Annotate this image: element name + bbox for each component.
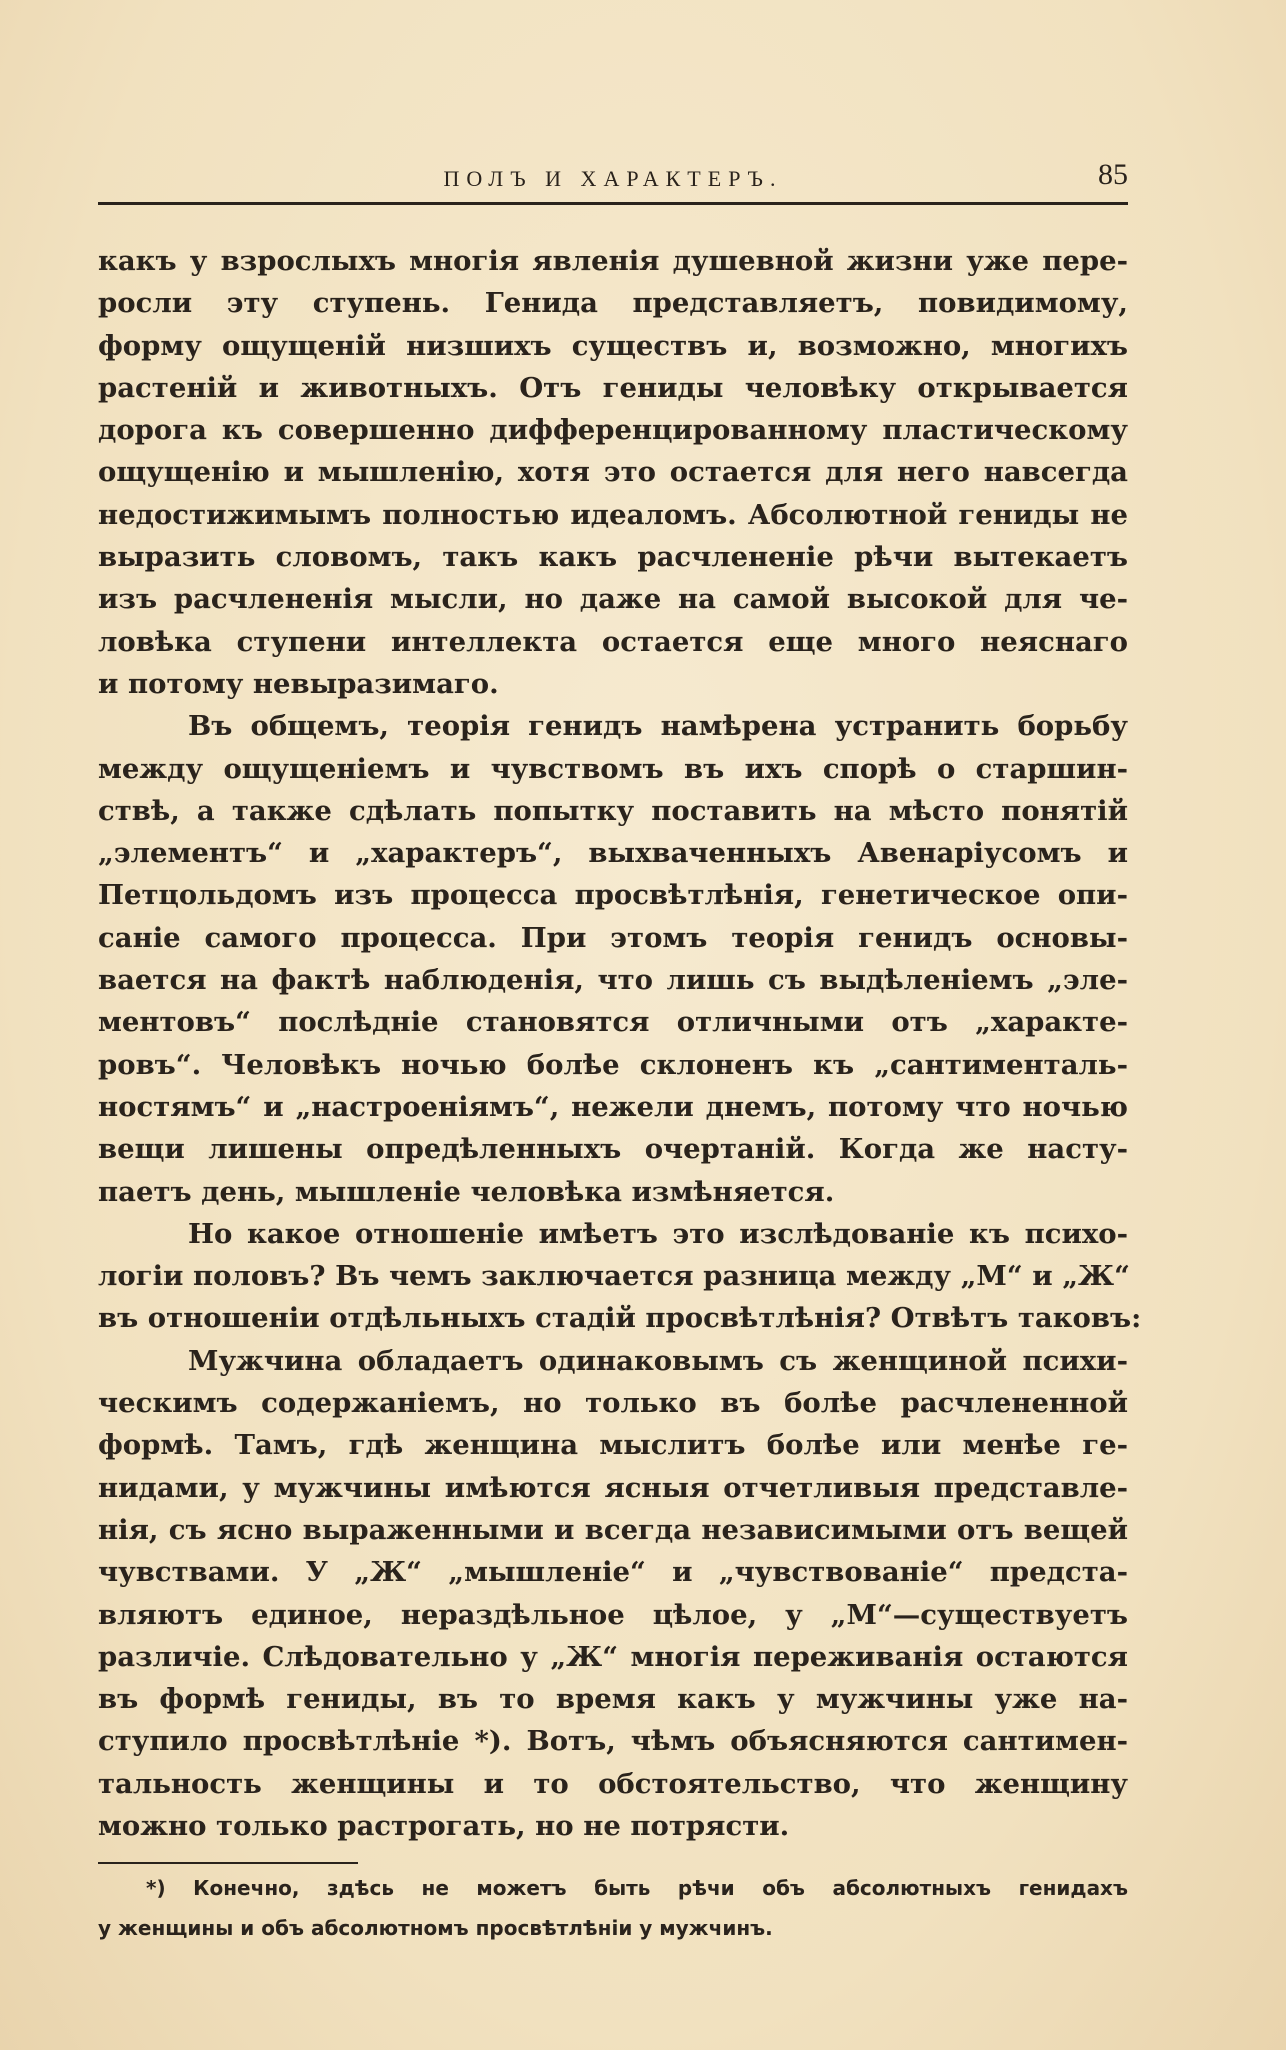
text-line: какъ у взрослыхъ многія явленія душевной жизни уже пере- <box>98 245 1128 277</box>
text-line: вается на фактѣ наблюденія, что лишь съ выдѣленіемъ „эле- <box>98 964 1128 997</box>
header-rule <box>98 202 1128 205</box>
text-line: ощущенію и мышленію, хотя это остается для него навсегда <box>98 456 1128 489</box>
text-line: Но какое отношеніе имѣетъ это изслѣдованіе къ психо- <box>188 1217 1128 1250</box>
footnote-line: *) Конечно, здѣсь не можетъ быть рѣчи объ абсолютныхъ генидахъ <box>146 1876 1128 1900</box>
text-line: въ формѣ гениды, въ то время какъ у мужчины уже на- <box>98 1683 1128 1716</box>
text-line: ческимъ содержаніемъ, но только въ болѣе расчлененной <box>98 1387 1128 1420</box>
text-line: ствѣ, а также сдѣлать попытку поставить на мѣсто понятій <box>98 794 1128 827</box>
text-line: тальность женщины и то обстоятельство, что женщину <box>98 1767 1128 1800</box>
text-line: между ощущеніемъ и чувствомъ въ ихъ спорѣ о старшин- <box>98 752 1128 785</box>
text-line: нія, съ ясно выраженными и всегда независимыми отъ вещей <box>98 1513 1128 1546</box>
text-line: формѣ. Тамъ, гдѣ женщина мыслитъ болѣе или менѣе ге- <box>98 1429 1128 1462</box>
text-line: ловѣка ступени интеллекта остается еще много неяснаго <box>98 625 1128 658</box>
footnote-rule <box>98 1862 358 1864</box>
text-line: можно только растрогать, но не потрясти. <box>98 1809 790 1842</box>
text-line: Мужчина обладаетъ одинаковымъ съ женщиной психи- <box>188 1344 1128 1377</box>
running-title: ПОЛЪ И ХАРАКТЕРЪ. <box>443 166 783 191</box>
text-line: растеній и животныхъ. Отъ гениды человѣку открывается <box>98 371 1128 404</box>
text-line: недостижимымъ полностью идеаломъ. Абсолютной гениды не <box>98 498 1128 531</box>
text-line: дорога къ совершенно дифференцированному пластическому <box>98 414 1128 447</box>
text-line: и потому невыразимаго. <box>98 667 499 700</box>
footnote-line: у женщины и объ абсолютномъ просвѣтлѣніи у мужчинъ. <box>98 1916 773 1940</box>
text-line: Петцольдомъ изъ процесса просвѣтлѣнія, генетическое опи- <box>98 879 1128 912</box>
text-line: паетъ день, мышленіе человѣка измѣняется. <box>98 1175 835 1208</box>
text-line: въ отношеніи отдѣльныхъ стадій просвѣтлѣнія? Отвѣтъ таковъ: <box>98 1302 1142 1335</box>
text-line: изъ расчлененія мысли, но даже на самой высокой для че- <box>98 583 1128 616</box>
text-line: вляютъ единое, нераздѣльное цѣлое, у „М“—существуетъ <box>98 1598 1128 1631</box>
page-number: 85 <box>1098 158 1128 191</box>
text-line: ментовъ“ послѣдніе становятся отличными отъ „характе- <box>98 1006 1128 1039</box>
text-line: логіи половъ? Въ чемъ заключается разница между „М“ и „Ж“ <box>98 1260 1130 1293</box>
text-line: нидами, у мужчины имѣются ясныя отчетливыя представле- <box>98 1471 1128 1504</box>
text-line: ступило просвѣтлѣніе *). Вотъ, чѣмъ объясняются сантимен- <box>98 1725 1128 1758</box>
text-line: чувствами. У „Ж“ „мышленіе“ и „чувствованіе“ предста- <box>98 1556 1128 1589</box>
text-line: ностямъ“ и „настроеніямъ“, нежели днемъ, потому что ночью <box>98 1090 1128 1123</box>
text-line: выразить словомъ, такъ какъ расчлененіе рѣчи вытекаетъ <box>98 541 1128 574</box>
text-line: различіе. Слѣдовательно у „Ж“ многія переживанія остаются <box>98 1640 1128 1673</box>
text-line: вещи лишены опредѣленныхъ очертаній. Когда же насту- <box>98 1133 1128 1166</box>
footnote <box>98 1868 1128 1948</box>
page-header <box>98 158 1128 204</box>
text-line: форму ощущеній низшихъ существъ и, возможно, многихъ <box>98 329 1128 362</box>
text-line: саніе самого процесса. При этомъ теорія генидъ основы- <box>98 921 1128 954</box>
text-line: „элементъ“ и „характеръ“, выхваченныхъ Авенаріусомъ и <box>98 837 1128 870</box>
body-text <box>98 240 1142 1847</box>
text-line: Въ общемъ, теорія генидъ намѣрена устранить борьбу <box>188 710 1128 743</box>
text-line: росли эту ступень. Генида представляетъ, повидимому, <box>98 287 1128 320</box>
text-line: ровъ“. Человѣкъ ночью болѣе склоненъ къ „сантименталь- <box>98 1048 1128 1081</box>
